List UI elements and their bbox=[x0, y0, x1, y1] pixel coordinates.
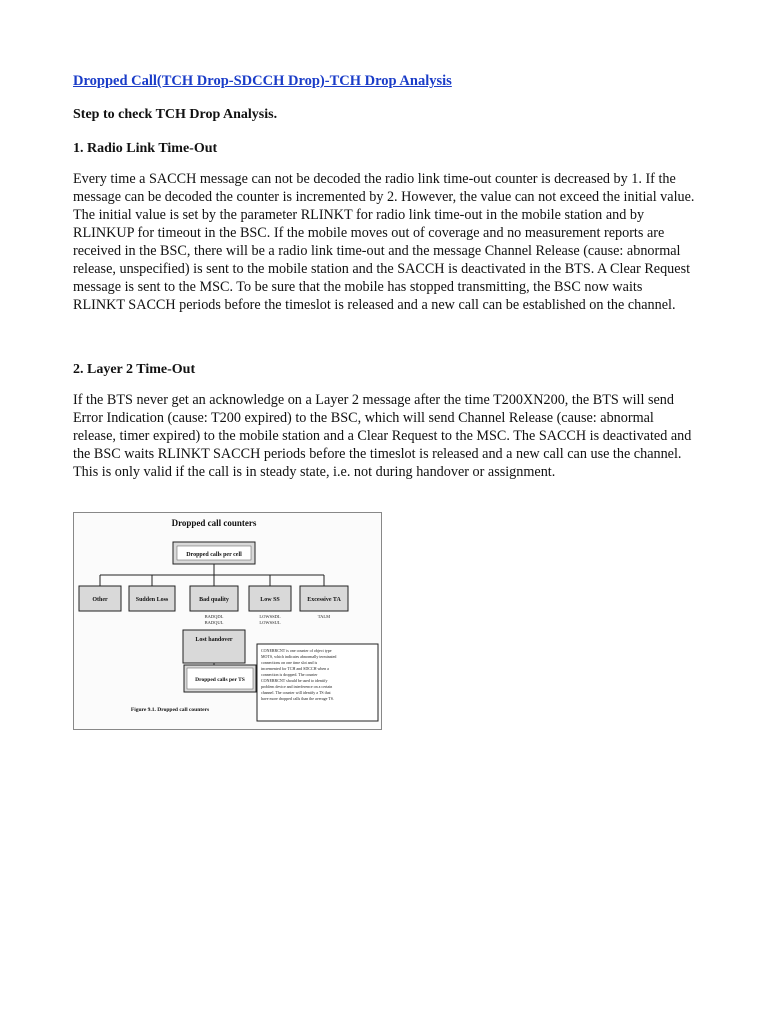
dropped-call-counters-figure bbox=[73, 512, 382, 730]
title-link[interactable]: Dropped Call(TCH Drop-SDCCH Drop)-TCH Drop Analysis bbox=[73, 73, 452, 89]
category-sub-line: BADQDL bbox=[204, 614, 224, 619]
category-label: Excessive TA bbox=[307, 597, 341, 603]
dropped-per-ts-label: Dropped calls per TS bbox=[195, 677, 245, 683]
section2-body: If the BTS never get an acknowledge on a Layer 2 message after the time T200XN200, the BTS will send Error Indication (cause: T200 expired) to the BSC, which will send Channel Release (cause: abnormal release, timer expired) to the mobile station and a Clear Request to the MSC. The SACCH is deactivated and the BSC waits RLINKT SACCH periods before the timeslot is released and a new call can use the channel. This is only valid if the call is in steady state, i.e. not during handover or assignment. bbox=[73, 392, 692, 480]
category-sudden-loss bbox=[129, 586, 175, 611]
category-sub-line: BADQUL bbox=[204, 620, 224, 625]
category-other bbox=[79, 586, 121, 611]
note-line: connections on one time slot and is bbox=[261, 660, 318, 665]
category-low-ss bbox=[249, 586, 291, 625]
lost-handover-label: Lost handover bbox=[195, 637, 233, 643]
figure-caption: Figure 9.1. Dropped call counters bbox=[130, 707, 210, 713]
note-line: CONERRCNT is one counter of object type bbox=[261, 648, 332, 653]
note-line: channel. The counter will identify a TS that bbox=[261, 690, 331, 695]
section2-heading: 2. Layer 2 Time-Out bbox=[73, 362, 196, 377]
category-bad-quality bbox=[190, 586, 238, 625]
category-excessive-ta bbox=[300, 586, 348, 619]
category-label: Low SS bbox=[260, 597, 280, 603]
section1-heading: 1. Radio Link Time-Out bbox=[73, 141, 218, 156]
note-line: MOTS, which indicates abnormally terminated bbox=[261, 654, 337, 659]
note-line: have more dropped calls than the average TS. bbox=[261, 696, 335, 701]
note-line: problem device and interference on a certain bbox=[261, 684, 333, 689]
root-box bbox=[173, 542, 255, 564]
category-label: Bad quality bbox=[199, 597, 229, 603]
note-line: CONERRCNT should be used to identify bbox=[261, 678, 328, 683]
note-box bbox=[257, 644, 378, 721]
lost-handover-box bbox=[183, 630, 245, 663]
category-sub-line: TALM bbox=[317, 614, 331, 619]
dropped-per-ts-box bbox=[184, 665, 256, 692]
category-label: Sudden Loss bbox=[135, 597, 169, 603]
section1-body: Every time a SACCH message can not be decoded the radio link time-out counter is decreased by 1. If the message can be decoded the counter is incremented by 2. However, the value can not exceed the initial value. The initial value is set by the parameter RLINKT for radio link time-out in the mobile station and by RLINKUP for timeout in the BSC. If the mobile moves out of coverage and no measurement reports are received in the BSC, there will be a radio link time-out and the message Channel Release (cause: abnormal release, unspecified) is sent to the mobile station and the SACCH is deactivated in the BTS. A Clear Request message is sent to the MSC. To be sure that the mobile has stopped transmitting, the BSC now waits RLINKT SACCH periods before the timeslot is released and a new call can be established on the channel. bbox=[73, 171, 695, 313]
root-label: Dropped calls per cell bbox=[186, 552, 242, 558]
category-sub-line: LOWSSUL bbox=[259, 620, 281, 625]
category-sub-line: LOWSSDL bbox=[259, 614, 281, 619]
step-heading: Step to check TCH Drop Analysis. bbox=[73, 107, 278, 122]
note-line: incremented for TCH and SDCCH when a bbox=[261, 666, 329, 671]
note-line: connection is dropped. The counter bbox=[261, 672, 318, 677]
category-label: Other bbox=[92, 597, 108, 603]
figure-title: Dropped call counters bbox=[171, 518, 257, 528]
